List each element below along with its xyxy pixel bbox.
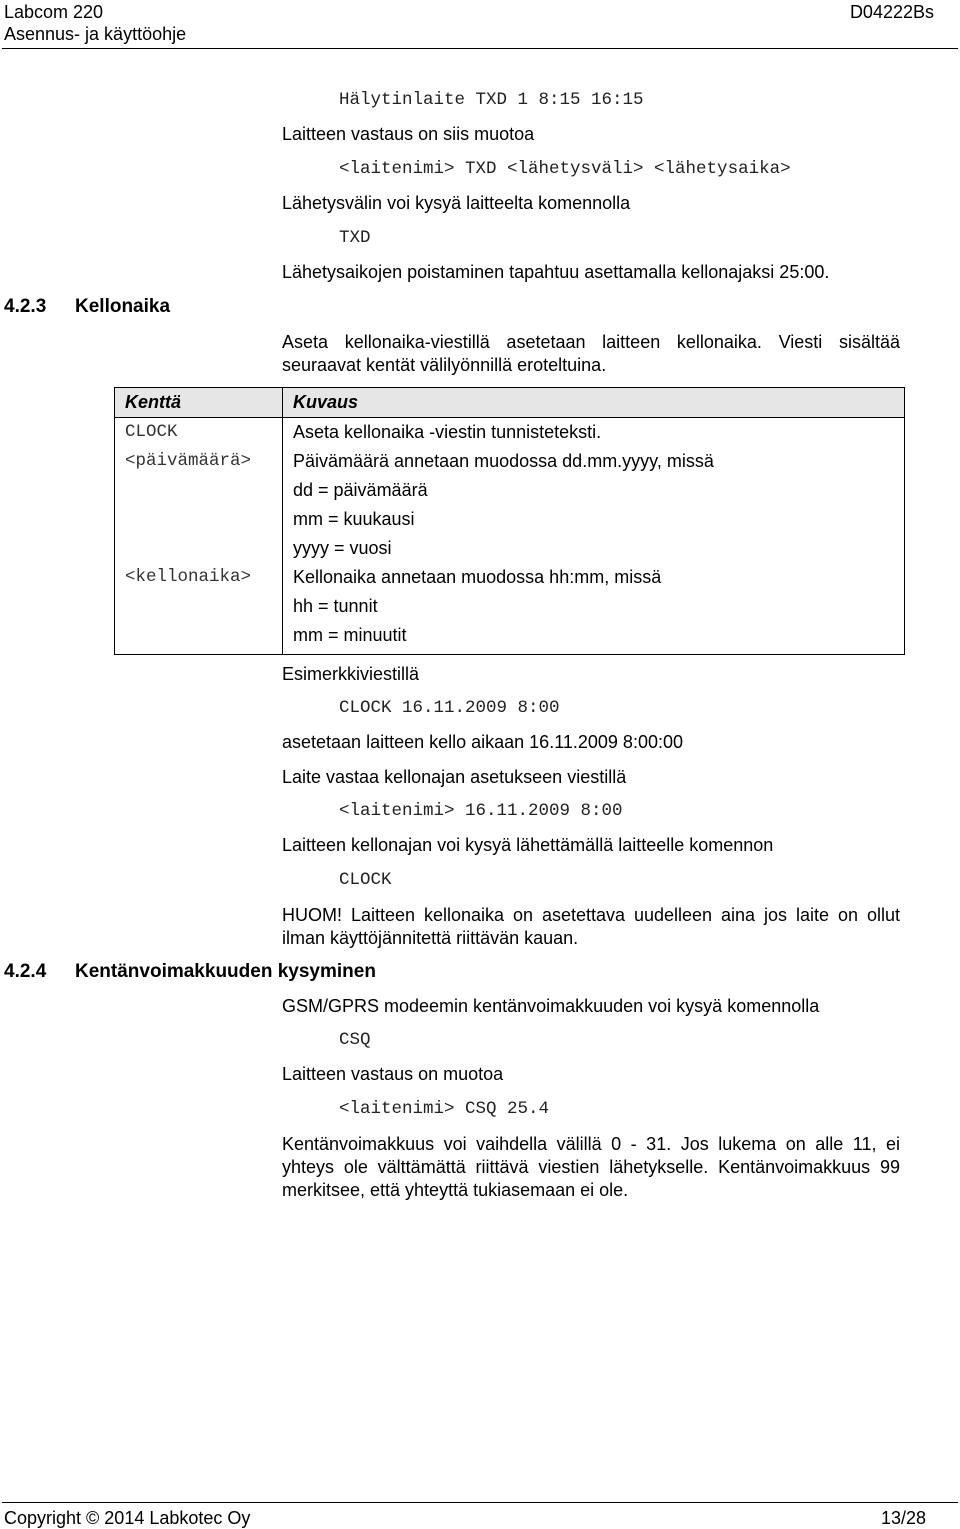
- table-row: [115, 418, 905, 448]
- table-row: [115, 447, 905, 563]
- field-description: Kellonaika annetaan muodossa hh:mm, missä: [293, 567, 662, 587]
- section-title: Kellonaika: [75, 296, 171, 317]
- section-number: 4.2.3: [4, 296, 47, 317]
- code-clock-example: CLOCK 16.11.2009 8:00: [339, 698, 560, 718]
- table-header-field: Kenttä: [115, 388, 283, 418]
- table-header-row: [115, 388, 905, 418]
- field-description: hh = tunnit: [293, 596, 378, 616]
- paragraph-csq-intro: GSM/GPRS modeemin kentänvoimakkuuden voi kysyä komennolla: [282, 996, 820, 1016]
- header-doc-code: D04222Bs: [849, 2, 934, 22]
- field-description: mm = minuutit: [293, 625, 407, 645]
- code-clock: CLOCK: [339, 870, 392, 890]
- paragraph-clock-intro: Aseta kellonaika-viestillä asetetaan laitteen kellonaika. Viesti sisältää seuraavat kentät välilyönnillä eroteltuina.: [282, 332, 900, 375]
- footer-divider: [2, 1502, 958, 1503]
- footer-copyright: Copyright © 2014 Labkotec Oy: [4, 1508, 251, 1528]
- table-row: [115, 563, 905, 655]
- paragraph-query-interval: Lähetysvälin voi kysyä laitteelta komennolla: [282, 193, 631, 213]
- paragraph-query-clock: Laitteen kellonajan voi kysyä lähettämällä laitteelle komennon: [282, 835, 774, 855]
- paragraph-remove-times: Lähetysaikojen poistaminen tapahtuu asettamalla kellonajaksi 25:00.: [282, 262, 830, 282]
- code-txd-example: Hälytinlaite TXD 1 8:15 16:15: [339, 90, 644, 110]
- header-divider: [2, 48, 958, 49]
- field-description: Päivämäärä annetaan muodossa dd.mm.yyyy, missä: [293, 451, 714, 471]
- paragraph-reply: Laite vastaa kellonajan asetukseen viestillä: [282, 767, 627, 787]
- code-response-format: <laitenimi> TXD <lähetysväli> <lähetysaika>: [339, 159, 791, 179]
- field-description: dd = päivämäärä: [293, 480, 428, 500]
- paragraph-example: Esimerkkiviestillä: [282, 664, 420, 684]
- field-name: CLOCK: [125, 422, 178, 442]
- field-description: yyyy = vuosi: [293, 538, 392, 558]
- field-name: <päivämäärä>: [125, 451, 252, 471]
- field-description: Aseta kellonaika -viestin tunnisteteksti.: [293, 422, 602, 442]
- paragraph-set-time: asetetaan laitteen kello aikaan 16.11.2009 8:00:00: [282, 732, 683, 752]
- field-name: <kellonaika>: [125, 567, 252, 587]
- code-txd: TXD: [339, 228, 371, 248]
- code-csq-response: <laitenimi> CSQ 25.4: [339, 1099, 550, 1119]
- code-csq: CSQ: [339, 1030, 371, 1050]
- header-doc-name: Labcom 220: [4, 2, 104, 22]
- header-doc-subtitle: Asennus- ja käyttöohje: [4, 24, 187, 44]
- field-description: mm = kuukausi: [293, 509, 415, 529]
- code-reply: <laitenimi> 16.11.2009 8:00: [339, 801, 623, 821]
- table-header-description: Kuvaus: [283, 388, 905, 418]
- clock-fields-table: [114, 387, 905, 655]
- paragraph-response-form: Laitteen vastaus on siis muotoa: [282, 124, 535, 144]
- section-number: 4.2.4: [4, 961, 47, 982]
- paragraph-csq-response: Laitteen vastaus on muotoa: [282, 1064, 504, 1084]
- paragraph-csq-range: Kentänvoimakkuus voi vaihdella välillä 0 - 31. Jos lukema on alle 11, ei yhteys ole välttämättä riittävä viestien lähetykselle. Kentänvoimakkuus 99 merkitsee, että yhteyttä tukiasemaan ei ole.: [282, 1134, 900, 1200]
- paragraph-note: HUOM! Laitteen kellonaika on asetettava uudelleen aina jos laite on ollut ilman käyttöjännitettä riittävän kauan.: [282, 905, 900, 948]
- footer-page-number: 13/28: [880, 1508, 926, 1528]
- section-title: Kentänvoimakkuuden kysyminen: [75, 961, 376, 982]
